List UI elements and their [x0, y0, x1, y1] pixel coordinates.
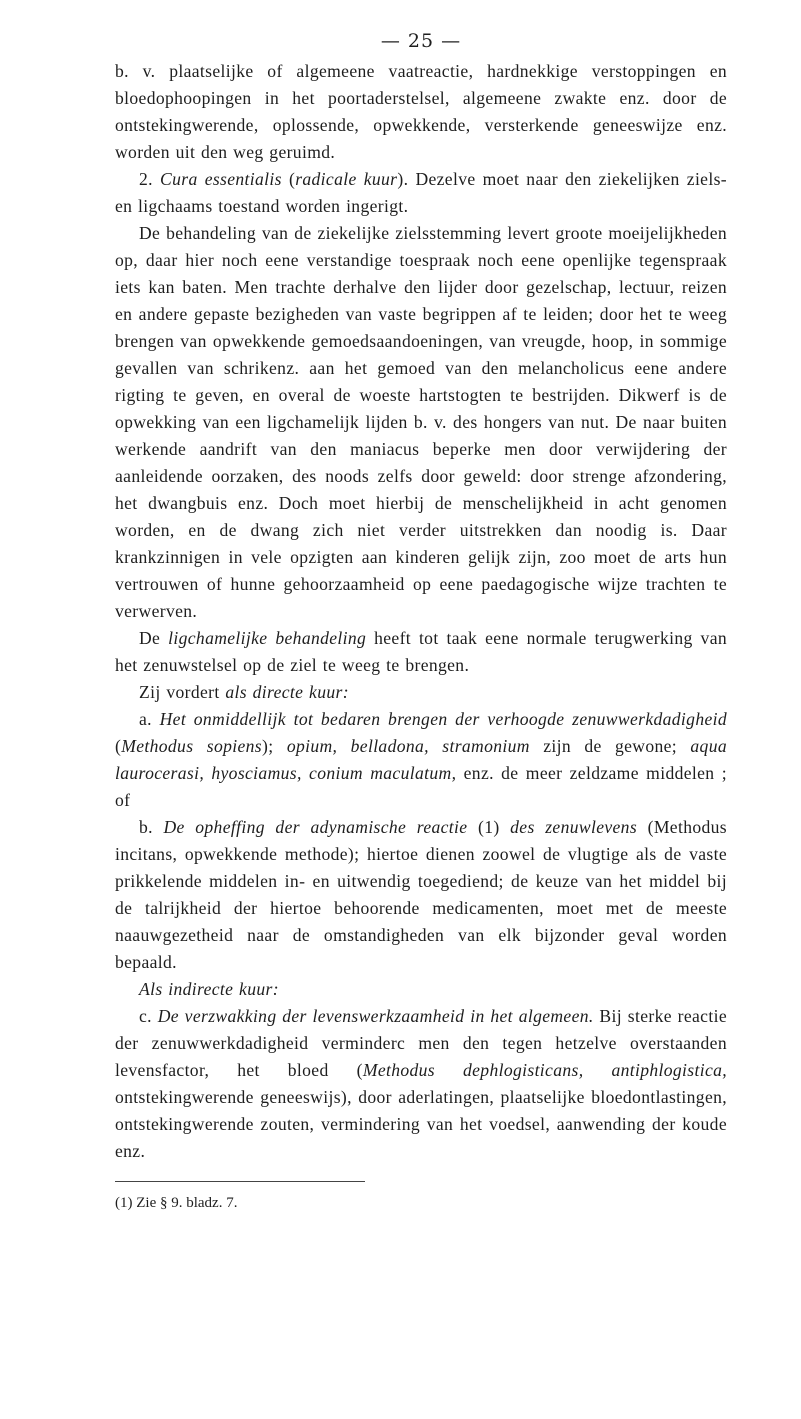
text-run: De behandeling van de ziekelijke zielsstemming levert groote moeijelijkheden op, daar hier noch eene verstandige toespraak noch eene openlijke tegenspraak iets kan baten. Men trachte derhalve den lijder door gezelschap, lectuur, reizen en andere gepaste bezigheden van vaste begrippen af te leiden; door het te weeg brengen van opwekkende gemoedsaandoeningen, van vreugde, hoop, in sommige gevallen van schrikenz. aan het gemoed van den melancholicus eene andere rigting te geven, en overal de woeste hartstogten te bestrijden. Dikwerf is de opwekking van een ligchamelijk lijden b. v. des hongers van nut. De naar buiten werkende aandrift van den maniacus beperke men door verwijdering der aanleidende oorzaken, des noods zelfs door geweld: door strenge afzondering, het dwangbuis enz. Doch moet hierbij de menschelijkheid in acht genomen worden, en de dwang zich niet verder uitstrekken dan noodig is. Daar krankzinnigen in vele opzigten aan kinderen gelijk zijn, zoo moet de arts hun vertrouwen of hunne gehoorzaamheid op eene paedagogische wijze trachten te verwerven. [115, 223, 727, 621]
paragraph [115, 166, 727, 220]
text-run: ontstekingwerende geneeswijs), door aderlatingen, plaatselijke bloedontlastingen, ontstekingwerende zouten, vermindering van het voedsel, aanwending der koude enz. [115, 1087, 727, 1161]
text-run: zijn de gewone; [529, 736, 691, 756]
italic-text: Cura essentialis [160, 169, 282, 189]
text-run: ( [115, 736, 122, 756]
italic-text: ligchamelijke behandeling [168, 628, 367, 648]
paragraph [115, 1003, 727, 1165]
paragraph [115, 976, 727, 1003]
paragraph [115, 58, 727, 166]
paragraph [115, 679, 727, 706]
italic-text: opium, belladona, stramonium [286, 736, 530, 756]
italic-text: Als indirecte kuur: [139, 979, 279, 999]
footnote: (1) Zie § 9. bladz. 7. [115, 1195, 238, 1211]
paragraph [115, 625, 727, 679]
italic-text: Methodus dephlogisticans, antiphlogistica, [362, 1060, 728, 1080]
paragraph [115, 220, 727, 625]
italic-text: radicale kuur [295, 169, 398, 189]
document-page [115, 24, 727, 1214]
text-run: ( [281, 169, 296, 189]
italic-text: des zenuwlevens [510, 817, 638, 837]
italic-text: De verzwakking der levenswerkzaamheid in het algemeen. [157, 1006, 594, 1026]
italic-text: Het onmiddellijk tot bedaren brengen der verhoogde zenuwwerkdadigheid [159, 709, 728, 729]
text-run: Zij vordert [139, 682, 226, 702]
paragraph [115, 814, 727, 976]
text-run: heeft tot taak eene normale terugwerking van het zenuwstelsel op de ziel te weeg te brengen. [115, 628, 727, 675]
text-run: b. [139, 817, 164, 837]
text-run: ). Dezelve moet naar den ziekelijken ziels- en ligchaams toestand worden ingerigt. [115, 169, 727, 216]
text-run: (Methodus incitans, opwekkende methode); hiertoe dienen zoowel de vlugtige als de vaste prikkelende middelen in- en uitwendig toegediend; de keuze van het middel bij de talrijkheid der hiertoe behoorende medicamenten, moet met de meeste naauwgezetheid naar de omstandigheden van elk bijzonder geval worden bepaald. [115, 817, 727, 972]
paragraph [115, 706, 727, 814]
text-run: Bij sterke reactie der zenuwwerkdadigheid verminderc men den tegen hetzelve overstaanden levensfactor, het bloed ( [115, 1006, 727, 1080]
text-run: 2. [139, 169, 161, 189]
page-number: — 25 — [380, 30, 462, 52]
text-run: b. v. plaatselijke of algemeene vaatreactie, hardnekkige verstoppingen en bloedophoopingen in het poortaderstelsel, algemeene zwakte enz. door de ontstekingwerende, oplossende, opwekkende, versterkende geneeswijze enz. worden uit den weg geruimd. [115, 61, 727, 162]
text-run: (1) [467, 817, 511, 837]
text-run: c. [139, 1006, 158, 1026]
italic-text: Methodus sopiens [121, 736, 262, 756]
text-run: De [139, 628, 169, 648]
italic-text: De opheffing der adynamische reactie [163, 817, 468, 837]
text-run: a. [139, 709, 160, 729]
body-text [115, 58, 727, 1165]
footnote-divider [115, 1181, 365, 1182]
text-run: ); [262, 736, 287, 756]
italic-text: als directe kuur: [225, 682, 349, 702]
text-run: enz. de meer zeldzame middelen ; of [115, 763, 727, 810]
italic-text: aqua laurocerasi, hyosciamus, conium maculatum, [115, 736, 727, 783]
